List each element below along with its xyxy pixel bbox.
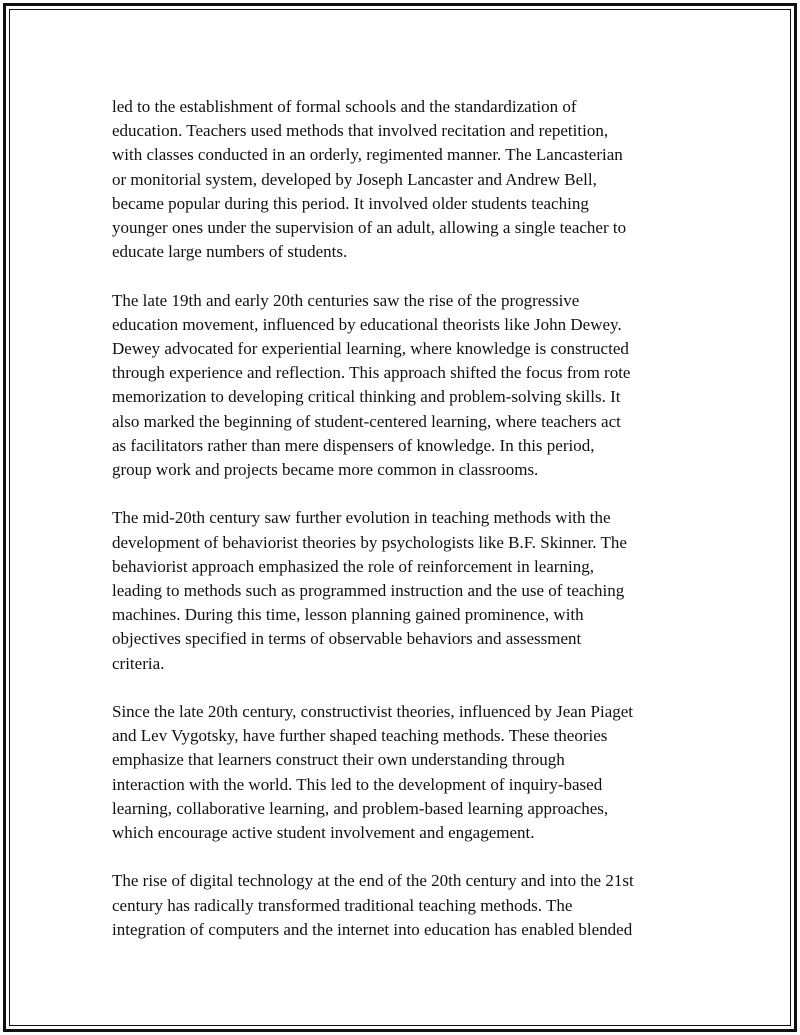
- paragraph-behaviorist-theories: The mid-20th century saw further evolution in teaching methods with the development of behaviorist theories by psychologists like B.F. Skinner. The behaviorist approach emphasized the role of reinforcement in learning, leading to methods such as programmed instruction and the use of teaching machines. During this time, lesson planning gained prominence, with objectives specified in terms of observable behaviors and assessment criteria.: [112, 508, 627, 673]
- paragraph-formal-schools: led to the establishment of formal schools and the standardization of education. Teachers used methods that involved recitation and repetition, with classes conducted in an orderly, regimented manner. The Lancasterian or monitorial system, developed by Joseph Lancaster and Andrew Bell, became popular during this period. It involved older students teaching younger ones under the supervision of an adult, allowing a single teacher to educate large numbers of students.: [112, 97, 627, 262]
- paragraph-progressive-education: The late 19th and early 20th centuries saw the rise of the progressive education movement, influenced by educational theorists like John Dewey. Dewey advocated for experiential learning, where knowledge is constructed through experience and reflection. This approach shifted the focus from rote memorization to developing critical thinking and problem-solving skills. It also marked the beginning of student-centered learning, where teachers act as facilitators rather than mere dispensers of knowledge. In this period, group work and projects became more common in classrooms.: [112, 290, 631, 480]
- document-body: [112, 95, 687, 942]
- paragraph-constructivist-theories: Since the late 20th century, constructivist theories, influenced by Jean Piaget and Lev Vygotsky, have further shaped teaching methods. These theories emphasize that learners construct their own understanding through interaction with the world. This led to the development of inquiry-based learning, collaborative learning, and problem-based learning approaches, which encourage active student involvement and engagement.: [112, 702, 634, 843]
- paragraph-digital-technology: The rise of digital technology at the end of the 20th century and into the 21st century has radically transformed traditional teaching methods. The integration of computers and the internet into education has enabled blended: [112, 871, 634, 939]
